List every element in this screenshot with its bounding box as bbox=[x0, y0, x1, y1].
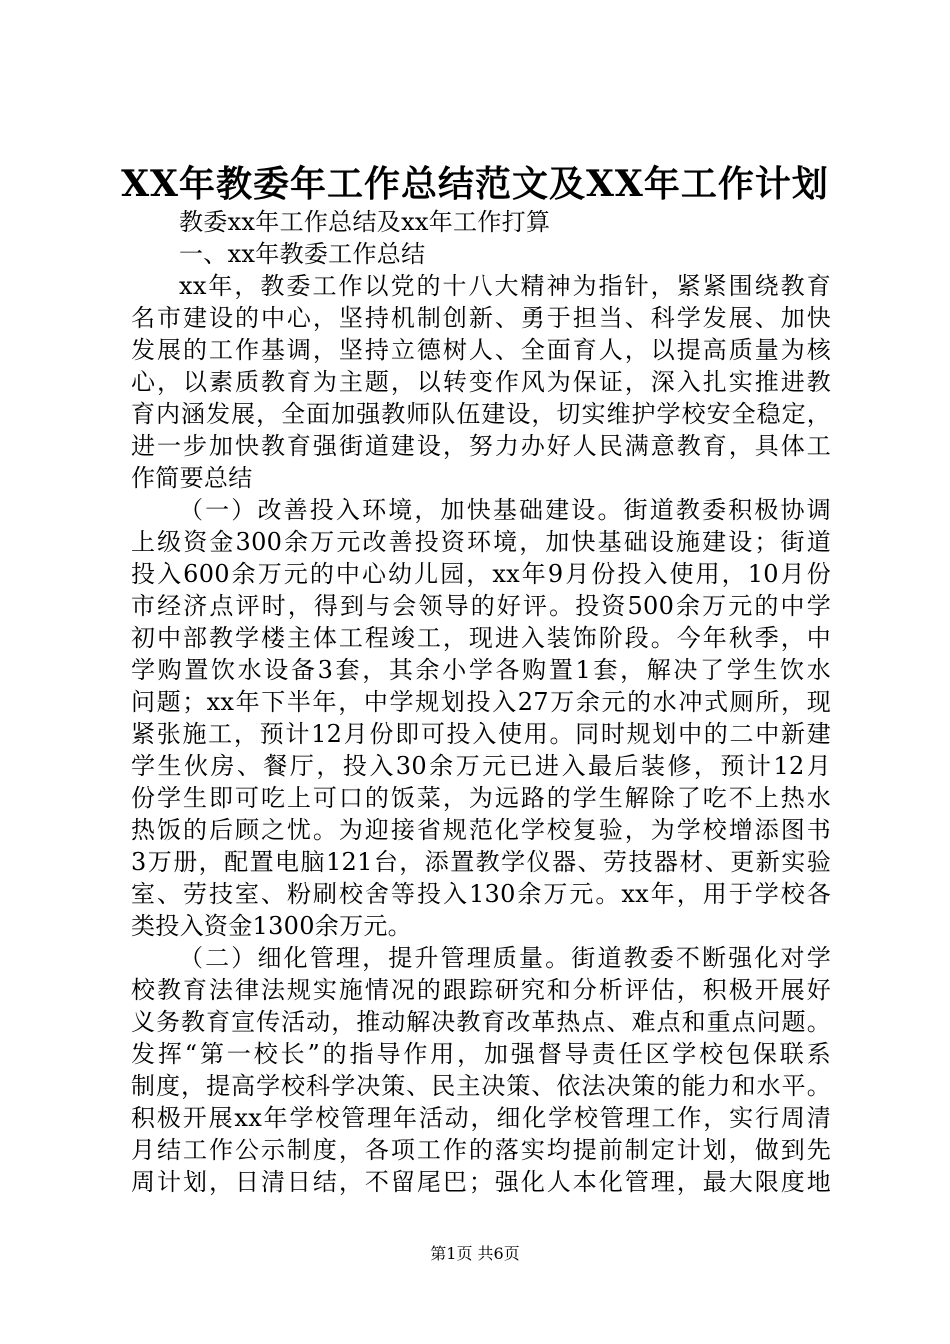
text-line: 名市建设的中心，坚持机制创新、勇于担当、科学发展、加快 bbox=[131, 304, 831, 332]
text-line: 问题；xx年下半年，中学规划投入27万余元的水冲式厕所，现 bbox=[131, 688, 831, 716]
document-body bbox=[131, 206, 831, 1198]
text-line: 积极开展xx年学校管理年活动，细化学校管理工作，实行周清 bbox=[131, 1104, 831, 1132]
text-line: 周计划，日清日结，不留尾巴；强化人本化管理，最大限度地 bbox=[131, 1168, 831, 1196]
text-line: 发挥“第一校长”的指导作用，加强督导责任区学校包保联系 bbox=[131, 1040, 831, 1068]
text-line: 育内涵发展，全面加强教师队伍建设，切实维护学校安全稳定， bbox=[131, 400, 831, 428]
text-line: 3万册，配置电脑121台，添置教学仪器、劳技器材、更新实验 bbox=[131, 848, 831, 876]
text-line: 进一步加快教育强街道建设，努力办好人民满意教育，具体工 bbox=[131, 432, 831, 460]
text-line: （二）细化管理，提升管理质量。街道教委不断强化对学 bbox=[179, 944, 831, 972]
text-line: 校教育法律法规实施情况的跟踪研究和分析评估，积极开展好 bbox=[131, 976, 831, 1004]
text-line: 心，以素质教育为主题，以转变作风为保证，深入扎实推进教 bbox=[131, 368, 831, 396]
text-line: 投入600余万元的中心幼儿园，xx年9月份投入使用，10月份 bbox=[131, 560, 831, 588]
text-line: 初中部教学楼主体工程竣工，现进入装饰阶段。今年秋季，中 bbox=[131, 624, 831, 652]
text-line: 室、劳技室、粉刷校舍等投入130余万元。xx年，用于学校各 bbox=[131, 880, 831, 908]
text-line: 月结工作公示制度，各项工作的落实均提前制定计划，做到先 bbox=[131, 1136, 831, 1164]
text-line: 类投入资金1300余万元。 bbox=[131, 912, 412, 940]
text-line: 学生伙房、餐厅，投入30余万元已进入最后装修，预计12月 bbox=[131, 752, 831, 780]
document-title: XX年教委年工作总结范文及XX年工作计划 bbox=[121, 163, 829, 205]
text-line: 学购置饮水设备3套，其余小学各购置1套，解决了学生饮水 bbox=[131, 656, 831, 684]
text-line: 作简要总结 bbox=[131, 464, 253, 492]
text-line: （一）改善投入环境，加快基础建设。街道教委积极协调 bbox=[179, 496, 831, 524]
text-line: 紧张施工，预计12月份即可投入使用。同时规划中的二中新建 bbox=[131, 720, 831, 748]
text-line: 一、xx年教委工作总结 bbox=[179, 240, 426, 268]
text-line: 发展的工作基调，坚持立德树人、全面育人，以提高质量为核 bbox=[131, 336, 831, 364]
text-line: xx年，教委工作以党的十八大精神为指针，紧紧围绕教育 bbox=[179, 272, 831, 300]
text-line: 义务教育宣传活动，推动解决教育改革热点、难点和重点问题。 bbox=[131, 1008, 831, 1036]
text-line: 教委xx年工作总结及xx年工作打算 bbox=[179, 208, 551, 236]
text-line: 份学生即可吃上可口的饭菜，为远路的学生解除了吃不上热水 bbox=[131, 784, 831, 812]
text-line: 制度，提高学校科学决策、民主决策、依法决策的能力和水平。 bbox=[131, 1072, 831, 1100]
text-line: 上级资金300余万元改善投资环境，加快基础设施建设；街道 bbox=[131, 528, 831, 556]
page-footer: 第1页 共6页 bbox=[430, 1244, 520, 1263]
text-line: 热饭的后顾之忧。为迎接省规范化学校复验，为学校增添图书 bbox=[131, 816, 831, 844]
text-line: 市经济点评时，得到与会领导的好评。投资500余万元的中学 bbox=[131, 592, 831, 620]
